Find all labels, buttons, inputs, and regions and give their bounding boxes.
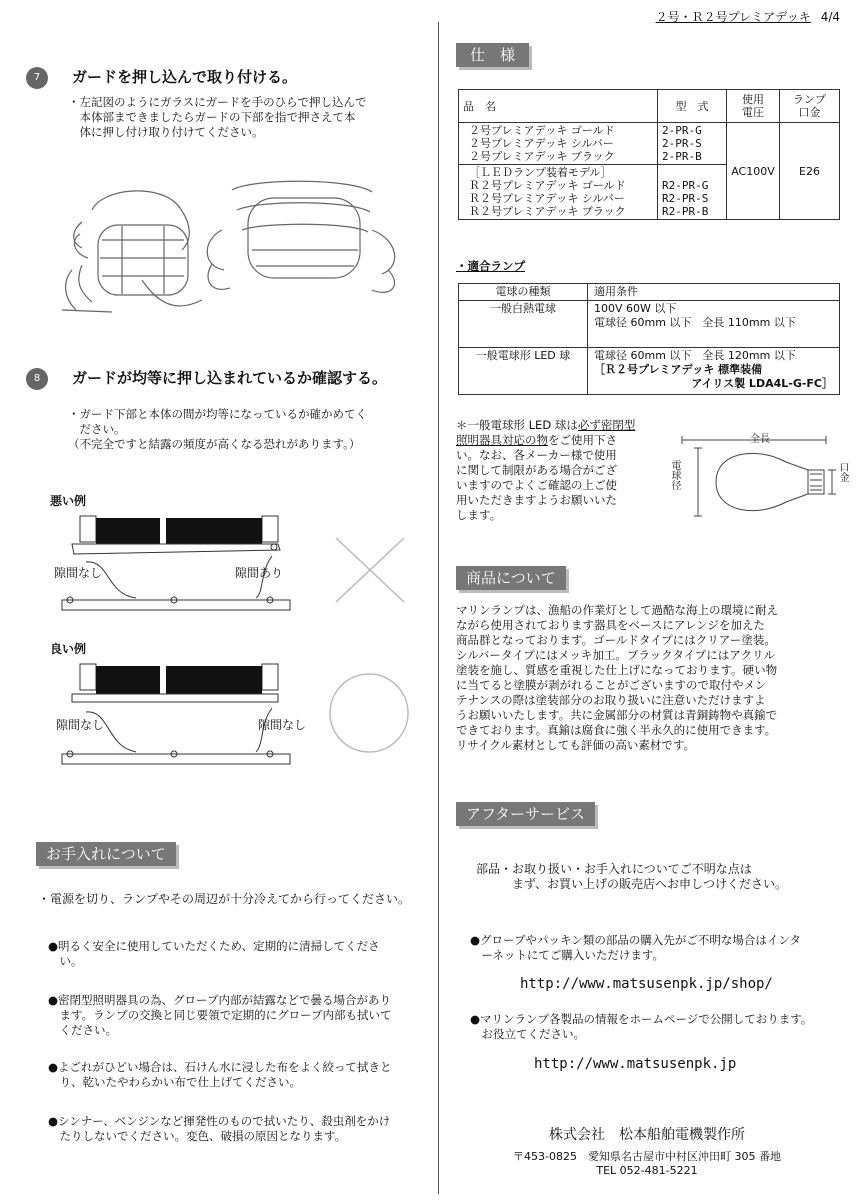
bad-example-diagram bbox=[50, 512, 300, 616]
header-title: ２号・Ｒ２号プレミアデッキ bbox=[655, 10, 811, 24]
cross-mark-icon bbox=[330, 532, 410, 608]
company-address: 〒453-0825 愛知県名古屋市中村区沖田町 305 番地 bbox=[513, 1150, 781, 1163]
spec-table bbox=[458, 89, 840, 220]
care-item-4: ●シンナー、ベンジンなど揮発性のもので拭いたり、殺虫剤をかけ たりしないでください。変色、破損の原因となります。 bbox=[48, 1114, 391, 1143]
spec-group1-models: 2-PR-G 2-PR-S 2-PR-B bbox=[658, 123, 727, 165]
spec-header-model: 型 式 bbox=[658, 90, 727, 123]
spec-header-name: 品 名 bbox=[459, 90, 658, 123]
good-label-right: 隙間なし bbox=[258, 718, 307, 732]
bad-label-left: 隙間なし bbox=[54, 566, 103, 580]
product-heading: 商品について bbox=[456, 566, 566, 590]
page-header bbox=[656, 8, 840, 25]
spec-group2-models: R2-PR-G R2-PR-S R2-PR-B bbox=[658, 165, 727, 220]
lamp-row2-type: 一般電球形 LED 球 bbox=[459, 348, 588, 395]
lamp-row2-model: ［Ｒ２号プレミアデッキ 標準装備 bbox=[594, 363, 763, 376]
spec-heading: 仕 様 bbox=[456, 43, 529, 67]
spec-group1-names: ２号プレミアデッキ ゴールド ２号プレミアデッキ シルバー ２号プレミアデッキ ブラック bbox=[459, 123, 658, 165]
lamp-heading: ・適合ランプ bbox=[456, 259, 525, 273]
step-7-title: ガードを押し込んで取り付ける。 bbox=[72, 68, 298, 86]
lamp-row1-cond: 100V 60W 以下 電球径 60mm 以下 全長 110mm 以下 bbox=[588, 301, 840, 348]
column-divider bbox=[438, 22, 439, 1194]
service-item-1: ●グローブやパッキン類の部品の購入先がご不明な場合はインタ ーネットにてご購入いただけます。 bbox=[470, 933, 801, 962]
diagram-base-label: 口金 bbox=[837, 462, 848, 482]
lamp-row1-type: 一般白熱電球 bbox=[459, 301, 588, 348]
good-example-diagram bbox=[50, 660, 300, 772]
care-item-3: ●よごれがひどい場合は、石けん水に浸した布をよく絞って拭きと り、乾いたやわらかい布で仕上げてください。 bbox=[48, 1060, 392, 1089]
spec-header-base: ランプ 口金 bbox=[780, 90, 840, 123]
step-8-number: 8 bbox=[26, 368, 48, 390]
spec-group2-names: ［ＬＥＤランプ装着モデル］ Ｒ２号プレミアデッキ ゴールド Ｒ２号プレミアデッキ シルバー Ｒ２号プレミアデッキ ブラック bbox=[459, 165, 658, 220]
diagram-diameter-label: 電球径 bbox=[669, 460, 680, 490]
lamp-table bbox=[458, 283, 840, 395]
lamp-note-underline: 必ず密閉型 照明器具対応の物 bbox=[456, 418, 636, 447]
step-7-number: 7 bbox=[26, 67, 48, 89]
product-body: マリンランプは、漁船の作業灯として過酷な海上の環境に耐え ながら使用されております器具をベースにアレンジを加えた 商品群となっております。ゴールドタイプにはクリアー塗装。 シルバータイプにはメッキ加工。ブラックタイプにはアクリル 塗装を施し、質感を重視した仕上げになっております。硬い物 に当てると塗膜が剥がれることがございますので取付やメン テナンスの際は塗装部分のお取り扱いに注意いただけますよ うお願いいたします。共に金属部分の材質は青銅鋳物や真鍮で できております。真鍮は腐食に強く半永久的に使用できます。 リサイクル素材としても評価の高い素材です。 bbox=[456, 603, 778, 752]
service-item-2: ●マリンランプ各製品の情報をホームページで公開しております。 お役立てください。 bbox=[470, 1012, 813, 1041]
spec-voltage: AC100V bbox=[727, 123, 780, 220]
step-8-title: ガードが均等に押し込まれているか確認する。 bbox=[72, 369, 388, 387]
lamp-row2-cond: 電球径 60mm 以下 全長 120mm 以下 bbox=[594, 349, 796, 362]
lamp-row2-cell bbox=[588, 348, 840, 395]
spec-header-voltage: 使用 電圧 bbox=[727, 90, 780, 123]
step-8-body: ・ガード下部と本体の間が均等になっているか確かめてく ださい。 （不完全ですと結露の頻度が高くなる恐れがあります。） bbox=[68, 407, 367, 451]
page-number: 4/4 bbox=[820, 10, 840, 24]
bad-example-title: 悪い例 bbox=[50, 494, 87, 508]
step-7-body: ・左記図のようにガラスにガードを手のひらで押し込んで 本体部まできましたらガードの下部を指で押さえて本 体に押し付け取り付けてください。 bbox=[68, 95, 367, 139]
diagram-length-label: 全長 bbox=[750, 434, 770, 445]
good-label-left: 隙間なし bbox=[56, 718, 105, 732]
bad-label-right: 隙間あり bbox=[235, 566, 284, 580]
lamp-note bbox=[456, 418, 676, 523]
care-heading: お手入れについて bbox=[36, 842, 176, 866]
good-example-title: 良い例 bbox=[50, 642, 87, 656]
step-7-illustration bbox=[52, 170, 432, 320]
lamp-note-prefix: ＊一般電球形 LED 球は bbox=[456, 418, 578, 432]
care-item-1: ●明るく安全に使用していただくため、定期的に清掃してくださ い。 bbox=[48, 939, 380, 968]
lamp-header-type: 電球の種類 bbox=[459, 284, 588, 301]
company-name: 株式会社 松本船舶電機製作所 bbox=[549, 1127, 745, 1143]
care-item-2: ●密閉型照明器具の為、グローブ内部が結露などで曇る場合があり ます。ランプの交換と同じ要領で定期的にグローブ内部も拭いて ください。 bbox=[48, 993, 392, 1037]
circle-mark-icon bbox=[324, 670, 414, 756]
homepage-url-link[interactable]: http://www.matsusenpk.jp bbox=[534, 1056, 737, 1072]
lamp-header-cond: 適用条件 bbox=[588, 284, 840, 301]
lamp-note-rest: をご使用下さ い。なお、各メーカー様で使用 に関して制限がある場合がござ いますのでよくご確認の上ご使 用いただきますようお願いいた します。 bbox=[456, 433, 617, 522]
lamp-row2-maker: アイリス製 LDA4L-G-FC］ bbox=[691, 377, 833, 390]
service-lead: 部品・お取り扱い・お手入れについてご不明な点は まず、お買い上げの販売店へお申しつけください。 bbox=[476, 862, 788, 891]
company-tel: TEL 052-481-5221 bbox=[596, 1164, 698, 1177]
shop-url-link[interactable]: http://www.matsusenpk.jp/shop/ bbox=[520, 976, 773, 992]
spec-base: E26 bbox=[780, 123, 840, 220]
care-lead: ・電源を切り、ランプやその周辺が十分冷えてから行ってください。 bbox=[38, 892, 411, 906]
service-heading: アフターサービス bbox=[456, 802, 595, 826]
